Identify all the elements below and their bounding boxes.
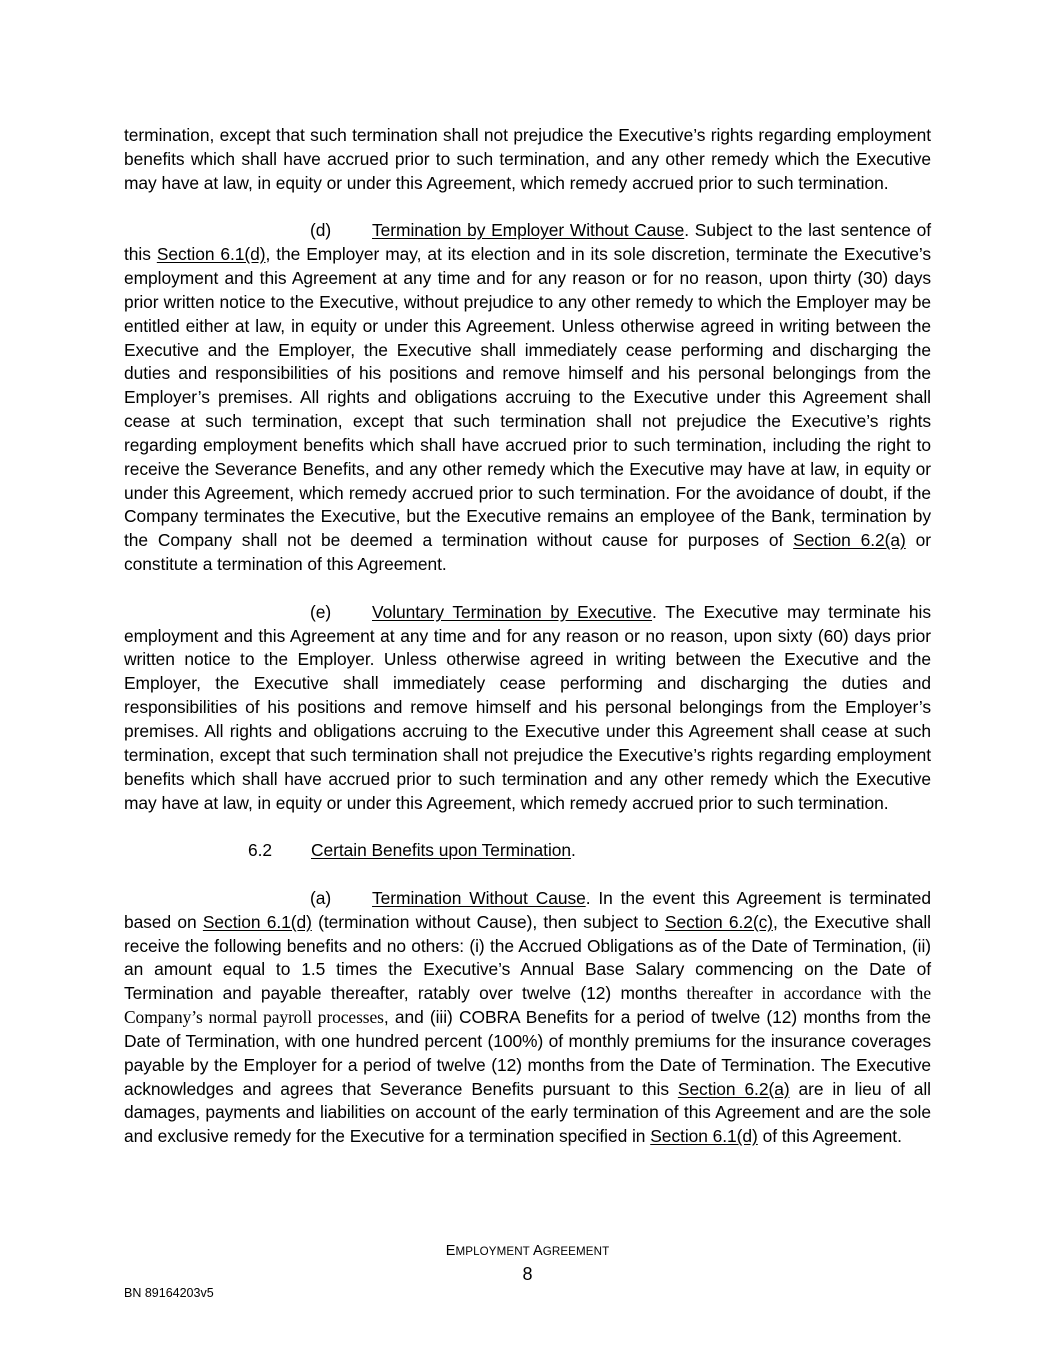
clause-text: , and (iii) COBRA Benefits for a period of twelve (12) months from the Date of Termination, with one hundred percent (100%) of monthly premiums for the insurance coverages payable by the Employer for a period of twelve (12) months from the Date of Termination. The Executive acknowledges and agrees that Severance Benefits pursuant to this [124,1007,931,1099]
paragraph-6-1-d [124,219,931,577]
paragraph-6-1-e [124,601,931,816]
clause-text: or constitute a termination of this Agreement. [124,530,931,575]
document-body [124,124,931,1149]
section-reference: Section 6.2(a) [793,530,906,551]
paragraph-continuation: termination, except that such termination shall not prejudice the Executive’s rights regarding employment benefits which shall have accrued prior to such termination, and any other remedy which the Executive may have at law, in equity or under this Agreement, which remedy accrued prior to such termination. [124,125,931,193]
clause-text: . Subject to the last sentence of this [124,220,931,265]
clause-text: (termination without Cause), then subject to [311,911,665,932]
clause-label-a: (a) [310,887,332,908]
clause-text: , the Employer may, at its election and in its sole discretion, terminate the Executive’s employment and this Agreement at any time and for any reason or for no reason, upon thirty (30) days prior written notice to the Executive, without prejudice to any other remedy to which the Employer may be entitled either at law, in equity or under this Agreement. Unless otherwise agreed in writing between the Executive and the Employer, the Executive shall immediately cease performing and discharging the duties and responsibilities of his positions and remove himself and his personal belongings from the Employer’s premises. All rights and obligations accruing to the Executive under this Agreement shall cease at such termination, except that such termination shall not prejudice the Executive’s rights regarding employment benefits which shall have accrued prior to such termination, including the right to receive the Severance Benefits, and any other remedy which the Executive may have at law, in equity or under this Agreement, which remedy accrued prior to such termination. For the avoidance of doubt, if the Company terminates the Executive, but the Executive remains an employee of the Bank, termination by the Company shall not be deemed a termination without cause for purposes of [124,244,932,551]
footer-title-part: E [445,1243,456,1259]
section-reference: Section 6.2(a) [677,1078,790,1099]
section-reference: Section 6.1(d) [156,244,266,265]
page-number: 8 [522,1264,533,1284]
section-reference: Section 6.2(c) [664,911,773,932]
section-title-period: . [571,840,576,861]
section-reference: Section 6.1(d) [202,911,312,932]
section-heading-6-2 [124,839,931,863]
paragraph-6-2-a [124,887,931,1149]
section-title: Certain Benefits upon Termination [311,840,572,861]
clause-text: . The Executive may terminate his employment and this Agreement at any time and for any reason or no reason, upon sixty (60) days prior written notice to the Employer. Unless otherwise agreed in writing between the Executive and the Employer, the Executive shall immediately cease performing and discharging the duties and responsibilities of his positions and remove himself and his personal belongings from the Employer’s premises. All rights and obligations accruing to the Executive under this Agreement shall cease at such termination, except that such termination shall not prejudice the Executive’s rights regarding employment benefits which shall have accrued prior to such termination and any other remedy which the Executive may have at law, in equity or under this Agreement, which remedy accrued prior to such termination. [124,601,931,813]
clause-text: , the Executive shall receive the following benefits and no others: (i) the Accrued Obligations as of the Date of Termination, (ii) an amount equal to 1.5 times the Executive’s Annual Base Salary commencing on the Date of Termination and payable thereafter, ratably over twelve (12) months [124,911,931,1004]
clause-text-serif: thereafter in accordance with the Company’s normal payroll processes [124,983,931,1028]
footer-title-part: GREEMENT [542,1245,610,1258]
footer-document-title [0,1243,1055,1259]
footer-title-part: A [532,1243,543,1259]
clause-heading-d: Termination by Employer Without Cause [372,220,685,241]
clause-text: are in lieu of all damages, payments and liabilities on account of the early termination of this Agreement and are the sole and exclusive remedy for the Executive for a termination specified in [124,1078,931,1147]
section-reference: Section 6.1(d) [650,1126,758,1147]
clause-heading-e: Voluntary Termination by Executive [372,601,653,622]
clause-label-e: (e) [310,601,332,622]
clause-text: of this Agreement. [757,1126,902,1147]
document-id: BN 89164203v5 [124,1286,214,1300]
footer-title-part: MPLOYMENT [455,1245,533,1258]
clause-text: . In the event this Agreement is terminated based on [124,887,931,932]
section-number: 6.2 [248,840,273,861]
clause-heading-a: Termination Without Cause [372,887,586,908]
clause-label-d: (d) [310,220,332,241]
